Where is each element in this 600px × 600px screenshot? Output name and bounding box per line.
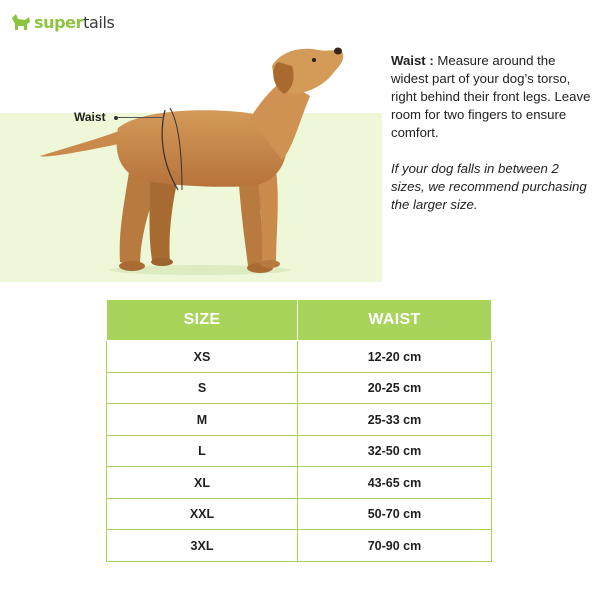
sizing-note: If your dog falls in between 2 sizes, we recommend purchasing the larger size.	[391, 161, 587, 212]
waist-label: Waist	[74, 110, 106, 124]
brand-name: supertails	[34, 12, 115, 32]
waist-cell: 43-65 cm	[298, 467, 492, 499]
waist-cell: 12-20 cm	[298, 341, 492, 373]
dog-logo-icon	[10, 12, 32, 32]
header-size: SIZE	[107, 300, 298, 341]
size-cell: 3XL	[107, 530, 298, 562]
size-cell: XS	[107, 341, 298, 373]
table-row	[107, 498, 492, 530]
size-cell: M	[107, 404, 298, 436]
size-cell: S	[107, 372, 298, 404]
description-heading: Waist :	[391, 53, 434, 68]
description-body: Measure around the widest part of your dog’s torso, right behind their front legs. Leave room for two fingers to ensure comfort.	[391, 53, 591, 140]
measurement-description	[391, 52, 591, 214]
waist-cell: 20-25 cm	[298, 372, 492, 404]
size-cell: XXL	[107, 498, 298, 530]
waist-pointer-line	[118, 117, 164, 118]
table-row	[107, 404, 492, 436]
size-cell: L	[107, 435, 298, 467]
supertails-logo	[10, 12, 114, 32]
description-paragraph	[391, 52, 591, 142]
waist-cell: 25-33 cm	[298, 404, 492, 436]
table-row	[107, 530, 492, 562]
waist-cell: 70-90 cm	[298, 530, 492, 562]
waist-cell: 32-50 cm	[298, 435, 492, 467]
size-cell: XL	[107, 467, 298, 499]
table-row	[107, 467, 492, 499]
dog-illustration	[0, 40, 382, 290]
header-waist: WAIST	[298, 300, 492, 341]
table-header-row	[107, 300, 492, 341]
table-row	[107, 435, 492, 467]
table-row	[107, 372, 492, 404]
table-row	[107, 341, 492, 373]
size-chart-table	[106, 299, 492, 562]
waist-cell: 50-70 cm	[298, 498, 492, 530]
